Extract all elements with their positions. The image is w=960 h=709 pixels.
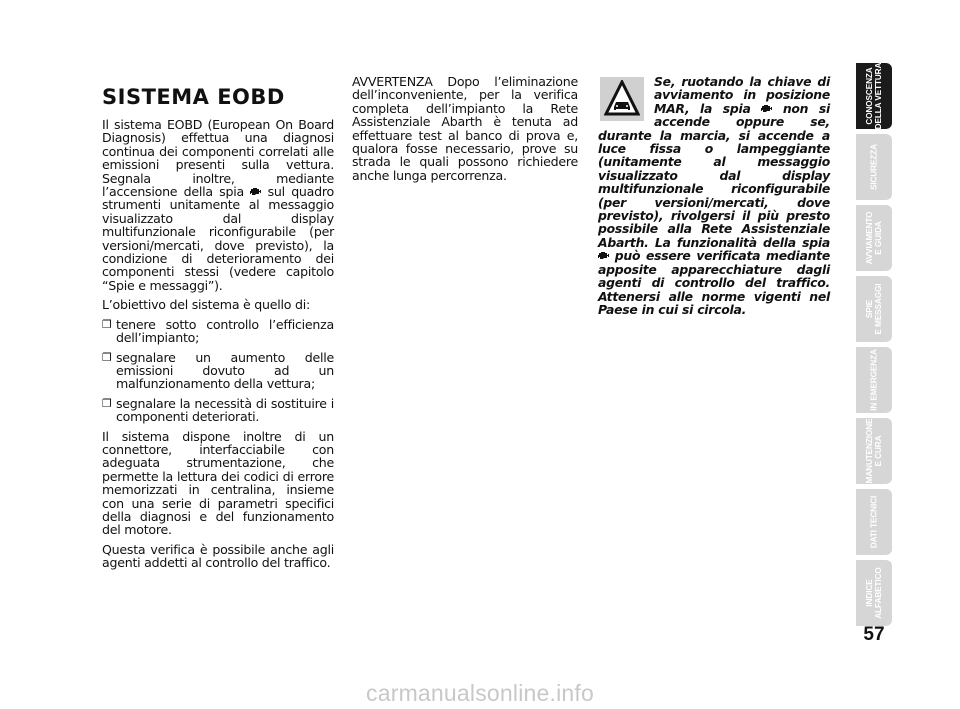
tab-label-line1: INDICE [865,579,874,607]
tab-dati-tecnici[interactable] [856,489,892,555]
page-title: SISTEMA EOBD [102,85,285,109]
tab-label-line1: SPIE [865,299,874,319]
tab-label [870,349,879,411]
tab-manutenzione-e-cura[interactable] [856,418,892,484]
tab-label-line2: DELLA VETTURA [874,63,883,129]
car-warning-icon [600,77,644,121]
tab-sicurezza[interactable] [856,134,892,200]
list-item [102,351,334,391]
tab-in-emergenza[interactable] [856,347,892,413]
tab-label-line1: SICUREZZA [869,144,879,190]
tab-label-line2: ALFABETICO [874,567,883,619]
connector-paragraph: Il sistema dispone inoltre di un connettore, interfacciabile con adeguata strumentazione, che permette la lettura dei codici di errore memorizzati in centralina, insieme con una serie di parametri specifici della diagnosi e del funzionamento del motore. [102,428,334,538]
engine-warning-icon [761,102,772,115]
tab-label [865,284,883,335]
column-left [102,86,334,576]
tab-label [865,212,883,265]
tab-conoscenza-della-vettura[interactable] [856,63,892,129]
verification-paragraph: Questa verifica è possibile anche agli agenti addetti al controllo del traffico. [102,541,334,571]
tab-label-line1: IN EMERGENZA [869,349,879,411]
tab-avviamento-e-guida[interactable] [856,205,892,271]
tab-label [865,419,883,484]
tab-label [870,496,879,548]
watermark: carmanualsonline.info [366,680,594,706]
warning-box [598,75,830,316]
tab-label-line1: MANUTENZIONE [865,418,874,484]
tab-label [865,63,883,129]
tab-label-line2: E MESSAGGI [874,283,883,335]
warning-text-a: Se, ruotando la chiave di avviamento in posizione MAR, la spia [654,74,830,116]
list-item [102,318,334,345]
bullet-icon: ❐ [102,317,112,331]
list-item-text: tenere sotto controllo l’efficienza dell’impianto; [116,316,334,346]
tab-indice-alfabetico[interactable] [856,560,892,626]
tab-label-line1: AVVIAMENTO [865,211,874,265]
intro-text-a: Il sistema EOBD (European On Board Diagnosis) effettua una diagnosi continua dei componenti correlati alle emissioni presenti sulla vettura. Segnala inoltre, mediante l’accensione della spia [102,117,334,200]
tab-label-line2: E CURA [874,435,883,467]
tab-label-line2: E GUIDA [874,221,883,255]
engine-warning-icon [598,249,609,262]
intro-paragraph [102,118,334,292]
tab-label [870,144,879,190]
bullet-icon: ❐ [102,396,112,410]
page-number: 57 [863,624,885,645]
warning-text-c: può essere verificata mediante apposite apparecchiature dagli agenti di controllo del traffico. Attenersi alle norme vigenti nel Paese in cui si circola. [598,248,830,317]
tab-spie-e-messaggi[interactable] [856,276,892,342]
tab-label-line1: CONOSCENZA [865,67,874,125]
warning-text-b: non si accende oppure se, durante la marcia, si accende a luce fissa o lampeggiante (unitamente al messaggio visualizzato dal display multifunzionale riconfigurabile (per versioni/mercati, dove previsto), rivolgersi il più presto possibile alla Rete Assistenziale Abarth. La funzionalità della spia [598,100,830,250]
engine-warning-icon [250,185,261,198]
tab-label [865,567,883,618]
objective-list [102,318,334,424]
avvertenza-paragraph: AVVERTENZA Dopo l’eliminazione dell’inconveniente, per la verifica completa dell’impianto la Rete Assistenziale Abarth è tenuta ad effettuare test al banco di prova e, qualora fosse necessario, prove su strada le quali possono richiedere anche lunga percorrenza. [352,74,578,183]
chapter-tabs [856,63,960,623]
bullet-icon: ❐ [102,350,112,364]
list-item-text: segnalare un aumento delle emissioni dovuto ad un malfunzionamento della vettura; [116,349,334,392]
intro-text-b: sul quadro strumenti unitamente al messaggio visualizzato dal display multifunzionale riconfigurabile (per versioni/mercati, dove previsto), la condizione di deterioramento dei componenti stessi (vedere capitolo “Spie e messaggi”). [102,184,334,293]
tab-label-line1: DATI TECNICI [869,495,879,549]
list-item [102,397,334,424]
list-item-text: segnalare la necessità di sostituire i componenti deteriorati. [116,395,334,425]
column-middle [352,75,578,188]
objective-paragraph: L’obiettivo del sistema è quello di: [102,297,310,313]
